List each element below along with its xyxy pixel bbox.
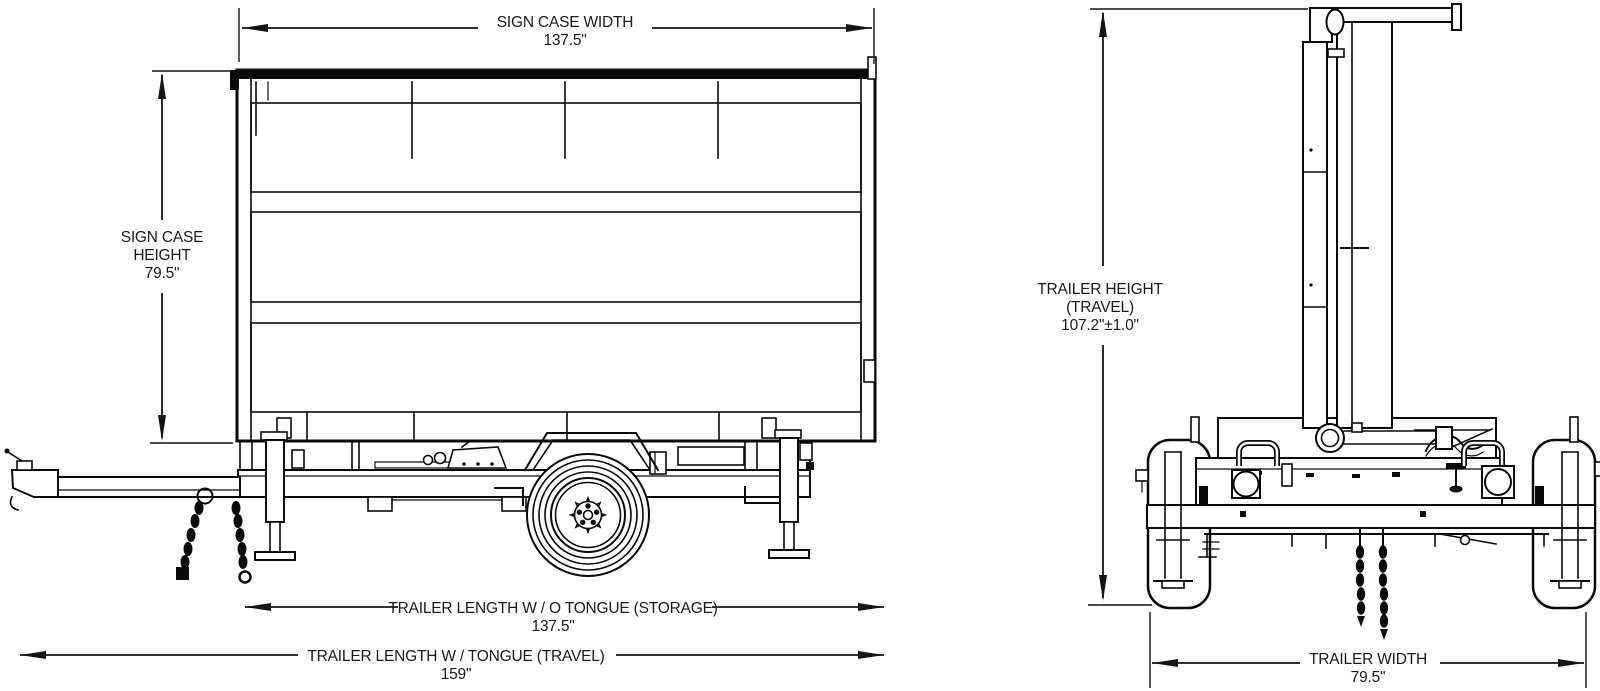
sign-case-top-rail	[237, 70, 875, 79]
trailer-length-storage-label: TRAILER LENGTH W / O TONGUE (STORAGE)	[388, 600, 718, 617]
trailer-height-label-1: TRAILER HEIGHT	[1037, 281, 1163, 298]
sign-case-width-value: 137.5"	[543, 32, 587, 49]
sign-case-right-tab	[868, 57, 876, 79]
sign-case-edge	[1303, 42, 1327, 428]
sign-case-left-tab	[230, 70, 239, 90]
trailer-length-travel-value: 159"	[440, 666, 472, 683]
tail-light	[800, 443, 812, 460]
lift-mast	[1337, 22, 1392, 428]
sign-case-height-value: 79.5"	[144, 265, 180, 282]
dim-sign-case-width	[239, 8, 874, 64]
dim-trailer-length-storage	[245, 600, 884, 635]
dim-trailer-length-travel	[20, 648, 884, 683]
mast-assembly	[1303, 4, 1461, 428]
rear-safety-chains	[1356, 528, 1388, 640]
sign-case-width-label: SIGN CASE WIDTH	[496, 14, 634, 31]
sign-case-height-label-1: SIGN CASE	[120, 229, 204, 246]
beacon-light	[1327, 10, 1344, 35]
wheel	[527, 454, 649, 576]
trailer-width-label: TRAILER WIDTH	[1309, 651, 1427, 668]
trailer-width-value: 79.5"	[1350, 669, 1386, 686]
sign-case	[230, 57, 876, 441]
trailer-length-storage-value: 137.5"	[531, 618, 575, 635]
lower-cross-bar	[1199, 534, 1548, 557]
trailer-height-value: 107.2"±1.0"	[1061, 317, 1139, 334]
hitch-coupler	[5, 449, 59, 511]
axle-beam	[1147, 505, 1595, 528]
trailer-height-label-2: (TRAVEL)	[1066, 299, 1134, 316]
right-work-light	[1482, 466, 1514, 498]
safety-chains	[176, 489, 251, 583]
side-view	[5, 8, 885, 683]
dim-trailer-width	[1150, 612, 1586, 688]
dim-sign-case-height	[121, 71, 233, 443]
trailer-frame	[238, 441, 814, 511]
sign-case-height-label-2: HEIGHT	[133, 247, 191, 264]
trailer-length-travel-label: TRAILER LENGTH W / TONGUE (TRAVEL)	[307, 648, 605, 665]
rear-view	[1037, 4, 1600, 688]
left-work-light	[1232, 470, 1260, 498]
